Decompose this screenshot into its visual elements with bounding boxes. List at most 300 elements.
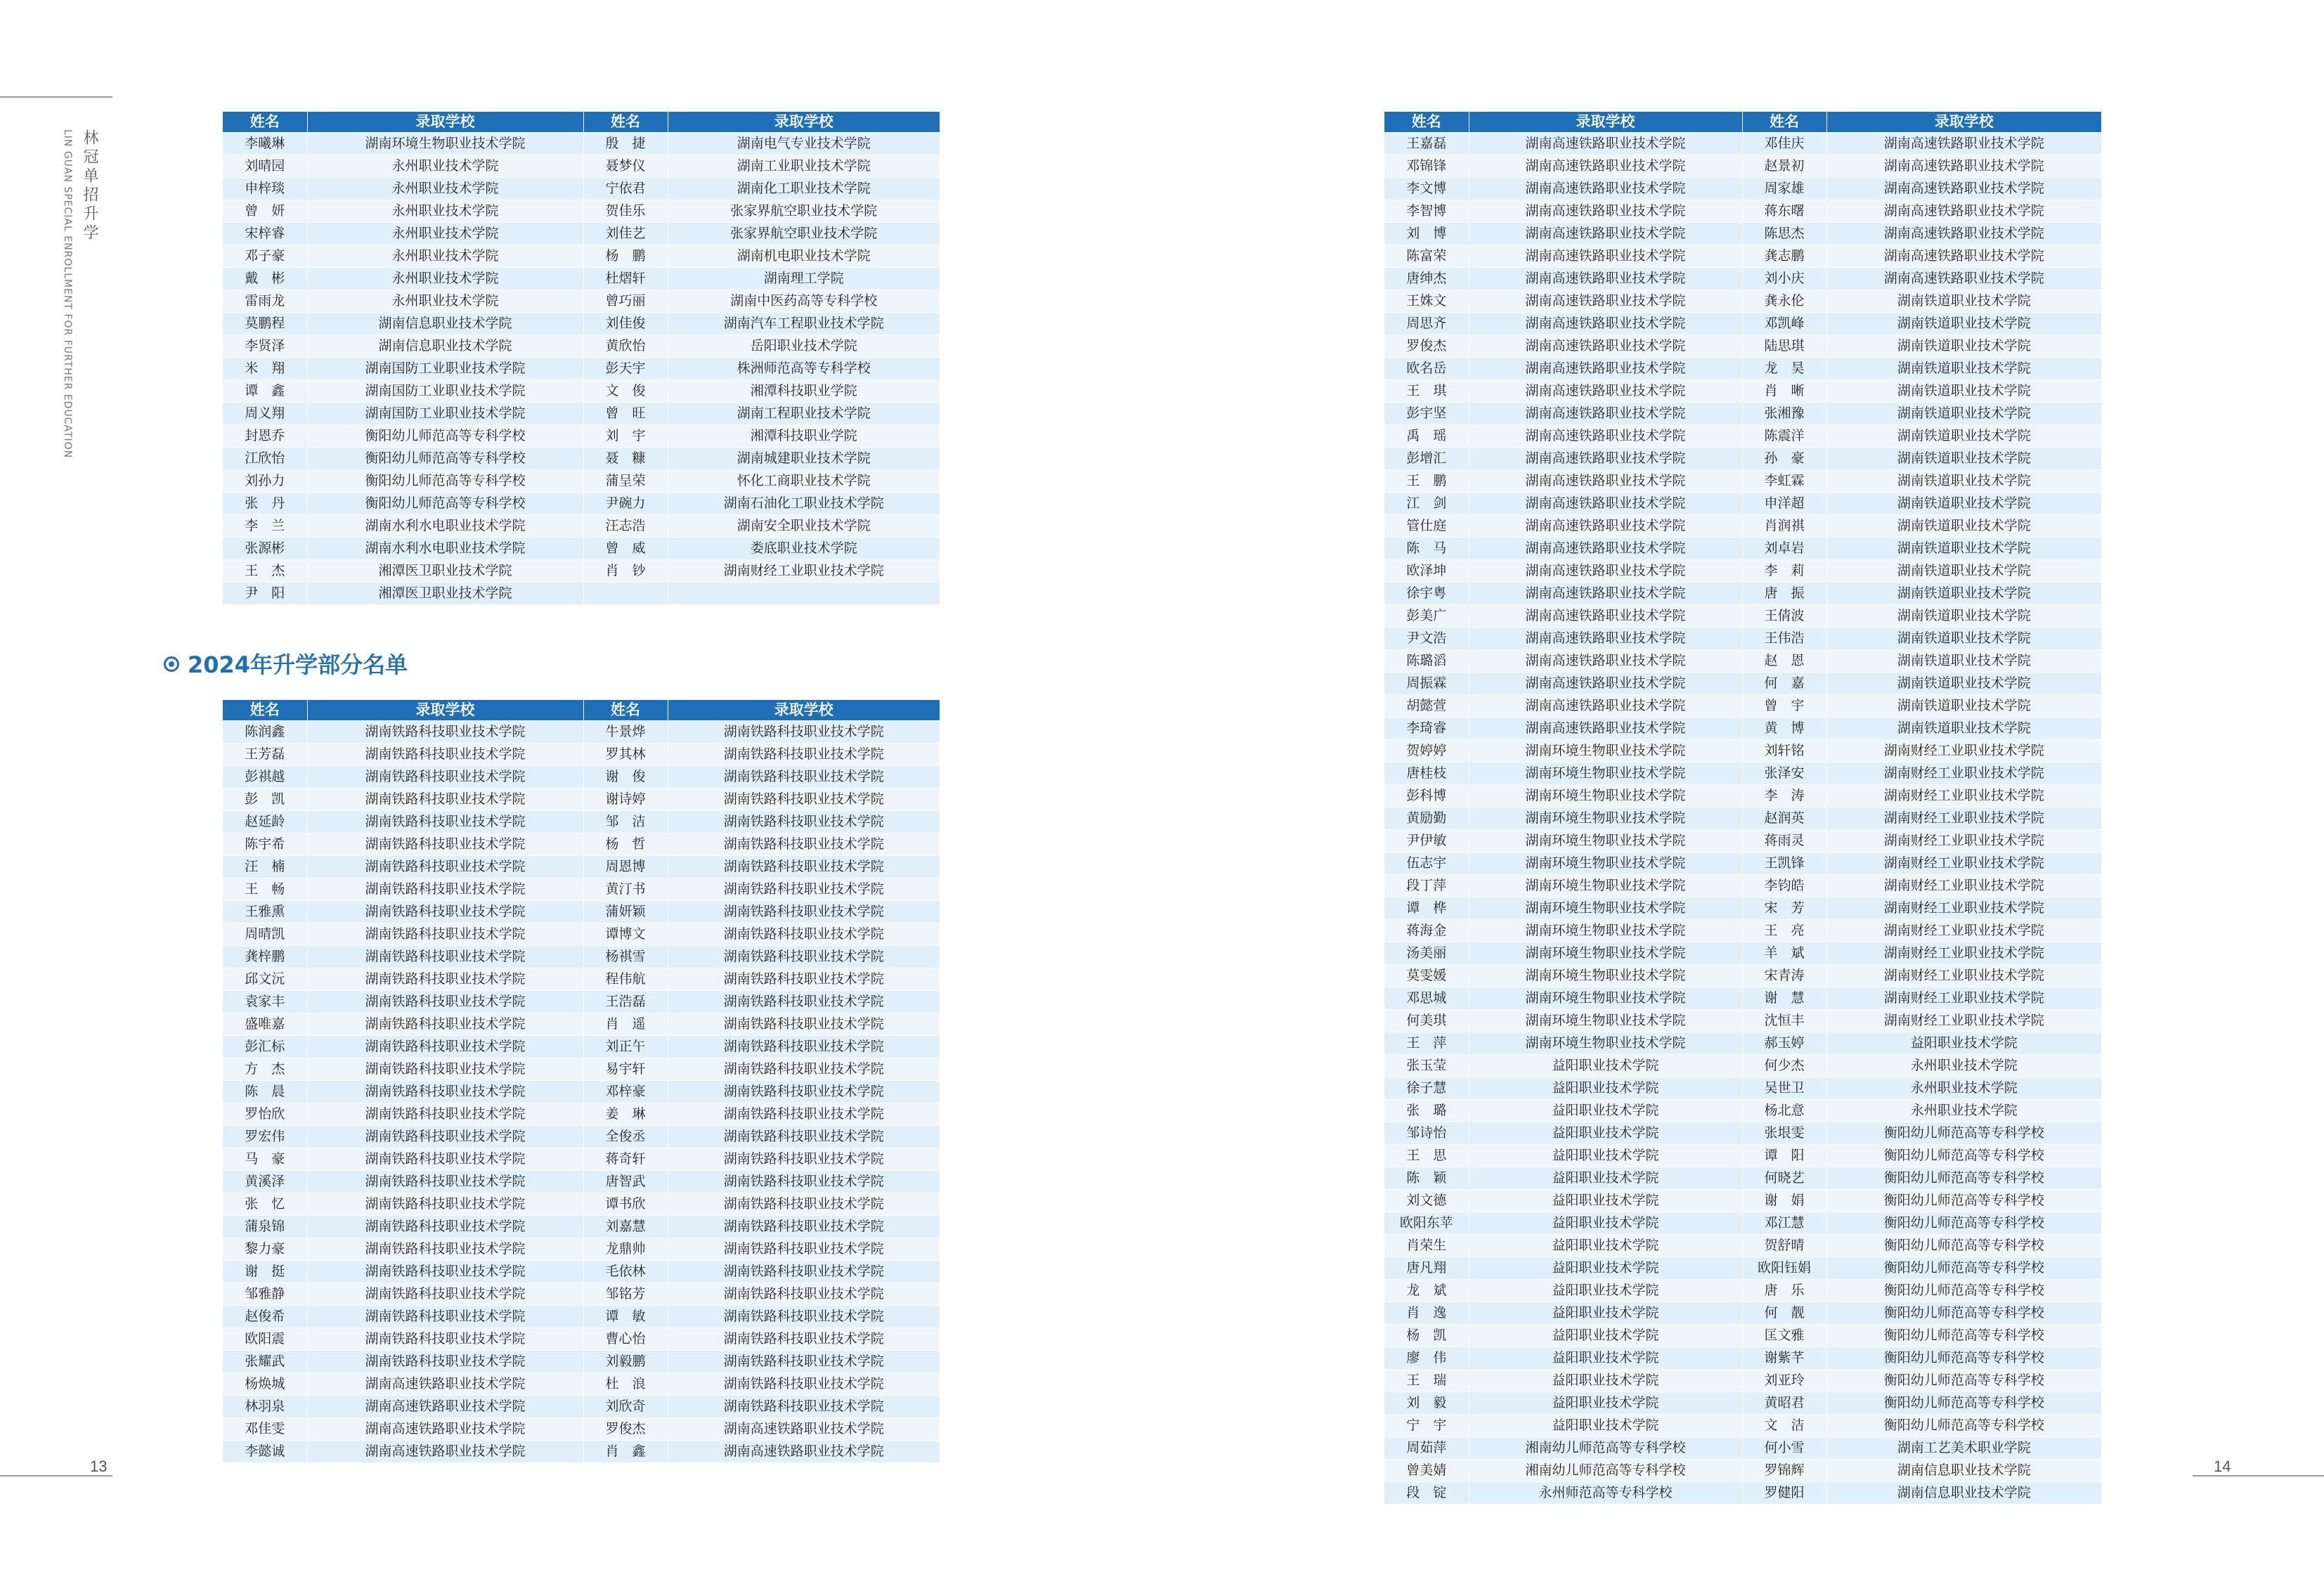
student-name-cell: 唐桂枝 [1384, 762, 1469, 785]
school-cell: 湖南铁道职业技术学院 [1826, 583, 2101, 605]
school-cell: 湖南铁路科技职业技术学院 [668, 901, 940, 923]
student-name-cell: 孙 豪 [1742, 448, 1826, 470]
student-name-cell: 曾 宇 [1742, 695, 1826, 718]
school-cell: 益阳职业技术学院 [1469, 1370, 1742, 1392]
student-name-cell: 刘亚玲 [1742, 1370, 1826, 1392]
school-cell: 永州职业技术学院 [307, 178, 583, 200]
table-row [1384, 1010, 2101, 1032]
school-cell: 湖南环境生物职业技术学院 [1469, 897, 1742, 920]
school-cell: 益阳职业技术学院 [1469, 1145, 1742, 1167]
footer-rule-right [2193, 1475, 2324, 1477]
school-cell: 湖南汽车工程职业技术学院 [668, 313, 940, 335]
student-name-cell: 彭科博 [1384, 785, 1469, 807]
school-cell: 湖南工艺美术职业学院 [1826, 1437, 2101, 1460]
school-cell: 衡阳幼儿师范高等专科学校 [1826, 1167, 2101, 1190]
school-cell: 衡阳幼儿师范高等专科学校 [1826, 1415, 2101, 1437]
school-cell: 湖南铁路科技职业技术学院 [307, 1171, 583, 1193]
school-cell: 湖南铁路科技职业技术学院 [307, 1238, 583, 1261]
table-row [1384, 245, 2101, 268]
brand-name-en: LIN GUAN SPECIAL ENROLLMENT FOR FURTHER EDUCATION [62, 129, 73, 459]
table-row [223, 290, 940, 313]
student-name-cell: 雷雨龙 [223, 290, 307, 313]
table-row [1384, 1415, 2101, 1437]
student-name-cell: 肖荣生 [1384, 1235, 1469, 1257]
student-name-cell: 彭祺越 [223, 766, 307, 788]
table-row [223, 1328, 940, 1351]
student-name-cell: 李 兰 [223, 515, 307, 538]
student-name-cell: 曾 旺 [583, 403, 668, 425]
student-name-cell: 李琦睿 [1384, 718, 1469, 740]
school-cell: 湖南铁路科技职业技术学院 [307, 1081, 583, 1103]
table-row [1384, 1460, 2101, 1482]
school-cell: 湖南铁路科技职业技术学院 [668, 788, 940, 811]
student-name-cell: 刘卓岩 [1742, 538, 1826, 560]
table-row [1384, 1077, 2101, 1100]
header-school: 录取学校 [307, 700, 583, 721]
header-school: 录取学校 [1826, 112, 2101, 133]
school-cell: 湖南铁道职业技术学院 [1826, 560, 2101, 583]
student-name-cell: 何小雪 [1742, 1437, 1826, 1460]
school-cell: 湖南环境生物职业技术学院 [1469, 920, 1742, 942]
school-cell: 湖南高速铁路职业技术学院 [1469, 718, 1742, 740]
student-name-cell: 刘正午 [583, 1036, 668, 1058]
table-row [1384, 223, 2101, 245]
school-cell: 湖南理工学院 [668, 268, 940, 290]
student-name-cell: 罗俊杰 [583, 1418, 668, 1441]
table-row [223, 1306, 940, 1328]
school-cell: 湖南高速铁路职业技术学院 [307, 1418, 583, 1441]
student-name-cell: 邓凯峰 [1742, 313, 1826, 335]
student-name-cell: 杨 哲 [583, 833, 668, 856]
student-name-cell: 周晴凯 [223, 923, 307, 946]
student-name-cell: 文 俊 [583, 380, 668, 403]
table-row [1384, 1100, 2101, 1122]
school-cell: 益阳职业技术学院 [1469, 1325, 1742, 1347]
school-cell: 衡阳幼儿师范高等专科学校 [1826, 1190, 2101, 1212]
school-cell: 湖南高速铁路职业技术学院 [1469, 268, 1742, 290]
student-name-cell: 宁依君 [583, 178, 668, 200]
student-name-cell: 刘佳俊 [583, 313, 668, 335]
school-cell: 湖南高速铁路职业技术学院 [1826, 200, 2101, 223]
table-row [223, 968, 940, 991]
student-name-cell: 贺舒晴 [1742, 1235, 1826, 1257]
table-row [1384, 762, 2101, 785]
student-name-cell: 牛景烨 [583, 721, 668, 744]
school-cell: 永州职业技术学院 [307, 155, 583, 178]
admission-table-right [1384, 112, 2101, 1504]
table-header-row [223, 112, 940, 133]
student-name-cell: 文 洁 [1742, 1415, 1826, 1437]
table-row [223, 721, 940, 744]
table-row [1384, 200, 2101, 223]
student-name-cell: 莫雯媛 [1384, 965, 1469, 987]
student-name-cell: 周义翔 [223, 403, 307, 425]
school-cell: 湖南高速铁路职业技术学院 [1469, 178, 1742, 200]
table-row [223, 1103, 940, 1126]
school-cell: 湖南铁路科技职业技术学院 [668, 1261, 940, 1283]
student-name-cell: 蒲呈荣 [583, 470, 668, 493]
student-name-cell: 刘毅鹏 [583, 1351, 668, 1373]
student-name-cell: 马 豪 [223, 1148, 307, 1171]
table-row [223, 1261, 940, 1283]
student-name-cell: 王 琪 [1384, 380, 1469, 403]
student-name-cell: 蒋海金 [1384, 920, 1469, 942]
circle-bullet-icon [164, 656, 179, 672]
student-name-cell: 邓江慧 [1742, 1212, 1826, 1235]
header-school: 录取学校 [1469, 112, 1742, 133]
table-row [1384, 673, 2101, 695]
header-school: 录取学校 [307, 112, 583, 133]
school-cell: 湖南高速铁路职业技术学院 [1469, 133, 1742, 155]
student-name-cell: 谭 阳 [1742, 1145, 1826, 1167]
student-name-cell: 赵俊希 [223, 1306, 307, 1328]
table-row [1384, 628, 2101, 650]
student-name-cell: 汪 楠 [223, 856, 307, 878]
table-row [223, 811, 940, 833]
student-name-cell: 李文博 [1384, 178, 1469, 200]
student-name-cell: 龙 昊 [1742, 358, 1826, 380]
school-cell: 湖南高速铁路职业技术学院 [1469, 628, 1742, 650]
student-name-cell: 谢诗婷 [583, 788, 668, 811]
table-row [1384, 987, 2101, 1010]
header-school: 录取学校 [668, 700, 940, 721]
school-cell: 湖南铁路科技职业技术学院 [307, 811, 583, 833]
student-name-cell: 彭天宇 [583, 358, 668, 380]
school-cell: 湘潭科技职业学院 [668, 425, 940, 448]
school-cell: 湖南铁路科技职业技术学院 [307, 1193, 583, 1216]
table-row [223, 744, 940, 766]
student-name-cell: 周家雄 [1742, 178, 1826, 200]
student-name-cell: 周茹萍 [1384, 1437, 1469, 1460]
section-title [164, 647, 408, 680]
school-cell: 岳阳职业技术学院 [668, 335, 940, 358]
school-cell: 永州职业技术学院 [1826, 1100, 2101, 1122]
school-cell: 湖南铁道职业技术学院 [1826, 425, 2101, 448]
table-row [223, 403, 940, 425]
school-cell: 衡阳幼儿师范高等专科学校 [1826, 1370, 2101, 1392]
student-name-cell: 彭增汇 [1384, 448, 1469, 470]
student-name-cell: 陈 晨 [223, 1081, 307, 1103]
school-cell: 湖南工程职业技术学院 [668, 403, 940, 425]
school-cell: 衡阳幼儿师范高等专科学校 [1826, 1280, 2101, 1302]
student-name-cell: 谭 桦 [1384, 897, 1469, 920]
school-cell: 湖南铁道职业技术学院 [1826, 493, 2101, 515]
student-name-cell: 龚永伦 [1742, 290, 1826, 313]
school-cell: 株洲师范高等专科学校 [668, 358, 940, 380]
student-name-cell: 唐凡翔 [1384, 1257, 1469, 1280]
table-row [223, 538, 940, 560]
student-name-cell: 张湘豫 [1742, 403, 1826, 425]
student-name-cell: 邓佳庆 [1742, 133, 1826, 155]
student-name-cell: 郝玉婷 [1742, 1032, 1826, 1055]
student-name-cell: 王浩磊 [583, 991, 668, 1013]
student-name-cell: 肖 钞 [583, 560, 668, 583]
table-row [223, 766, 940, 788]
student-name-cell: 陈润鑫 [223, 721, 307, 744]
student-name-cell: 姜 琳 [583, 1103, 668, 1126]
student-name-cell: 欧阳钰娟 [1742, 1257, 1826, 1280]
school-cell: 湖南财经工业职业技术学院 [1826, 1010, 2101, 1032]
student-name-cell: 王倩波 [1742, 605, 1826, 628]
school-cell: 湖南铁路科技职业技术学院 [307, 1058, 583, 1081]
school-cell: 湖南铁路科技职业技术学院 [668, 856, 940, 878]
student-name-cell: 杨祺雪 [583, 946, 668, 968]
student-name-cell: 谭书欣 [583, 1193, 668, 1216]
header-name: 姓名 [223, 700, 307, 721]
school-cell: 湖南财经工业职业技术学院 [1826, 920, 2101, 942]
school-cell: 湖南铁路科技职业技术学院 [668, 744, 940, 766]
school-cell: 衡阳幼儿师范高等专科学校 [1826, 1257, 2101, 1280]
table-row [223, 1441, 940, 1463]
student-name-cell: 封恩乔 [223, 425, 307, 448]
student-name-cell: 谭 敏 [583, 1306, 668, 1328]
student-name-cell: 张 忆 [223, 1193, 307, 1216]
school-cell: 湖南高速铁路职业技术学院 [307, 1396, 583, 1418]
student-name-cell: 王 亮 [1742, 920, 1826, 942]
student-name-cell: 李虹霖 [1742, 470, 1826, 493]
table-row [223, 991, 940, 1013]
student-name-cell: 张 璐 [1384, 1100, 1469, 1122]
student-name-cell: 沈恒丰 [1742, 1010, 1826, 1032]
page-number-right: 14 [2214, 1458, 2231, 1475]
school-cell: 湖南铁路科技职业技术学院 [307, 901, 583, 923]
table-row [1384, 560, 2101, 583]
school-cell: 湖南铁路科技职业技术学院 [668, 1126, 940, 1148]
student-name-cell: 唐 振 [1742, 583, 1826, 605]
school-cell: 湖南铁道职业技术学院 [1826, 358, 2101, 380]
school-cell: 湖南铁路科技职业技术学院 [668, 991, 940, 1013]
table-row [223, 358, 940, 380]
student-name-cell: 黎力豪 [223, 1238, 307, 1261]
table-row [1384, 1055, 2101, 1077]
school-cell: 湖南财经工业职业技术学院 [1826, 965, 2101, 987]
school-cell: 湖南铁道职业技术学院 [1826, 695, 2101, 718]
table-row [1384, 897, 2101, 920]
school-cell: 湖南安全职业技术学院 [668, 515, 940, 538]
student-name-cell: 黄 博 [1742, 718, 1826, 740]
school-cell: 湖南铁道职业技术学院 [1826, 335, 2101, 358]
student-name-cell: 黄欣怡 [583, 335, 668, 358]
school-cell: 湖南环境生物职业技术学院 [1469, 830, 1742, 852]
school-cell: 湖南铁道职业技术学院 [1826, 448, 2101, 470]
table-row [223, 560, 940, 583]
student-name-cell: 肖润祺 [1742, 515, 1826, 538]
student-name-cell: 李懿诚 [223, 1441, 307, 1463]
student-name-cell: 蒲妍颖 [583, 901, 668, 923]
school-cell: 湖南环境生物职业技术学院 [1469, 965, 1742, 987]
school-cell: 湖南高速铁路职业技术学院 [1469, 538, 1742, 560]
student-name-cell: 蒋雨灵 [1742, 830, 1826, 852]
school-cell: 湖南高速铁路职业技术学院 [1469, 245, 1742, 268]
school-cell: 湖南铁路科技职业技术学院 [668, 1328, 940, 1351]
school-cell: 湖南高速铁路职业技术学院 [668, 1418, 940, 1441]
student-name-cell: 蒋奇轩 [583, 1148, 668, 1171]
school-cell: 永州职业技术学院 [307, 223, 583, 245]
school-cell: 永州职业技术学院 [307, 268, 583, 290]
table-row [223, 1351, 940, 1373]
brand-name-cn: 林冠单招升学 [81, 129, 98, 243]
school-cell: 湖南高速铁路职业技术学院 [1469, 673, 1742, 695]
school-cell: 湖南环境生物职业技术学院 [1469, 762, 1742, 785]
table-row [1384, 1437, 2101, 1460]
school-cell: 湘潭医卫职业技术学院 [307, 583, 583, 605]
table-row [1384, 1212, 2101, 1235]
student-name-cell: 刘嘉慧 [583, 1216, 668, 1238]
school-cell: 湖南国防工业职业技术学院 [307, 358, 583, 380]
school-cell: 益阳职业技术学院 [1469, 1235, 1742, 1257]
school-cell: 湖南水利水电职业技术学院 [307, 515, 583, 538]
school-cell: 湖南铁路科技职业技术学院 [307, 1283, 583, 1306]
school-cell: 湖南环境生物职业技术学院 [1469, 740, 1742, 762]
student-name-cell [583, 583, 668, 605]
school-cell: 张家界航空职业技术学院 [668, 200, 940, 223]
table-row [223, 380, 940, 403]
student-name-cell: 米 翔 [223, 358, 307, 380]
student-name-cell: 罗其林 [583, 744, 668, 766]
school-cell: 湖南环境生物职业技术学院 [1469, 987, 1742, 1010]
school-cell: 湖南铁路科技职业技术学院 [307, 946, 583, 968]
table-row [223, 1148, 940, 1171]
section-title-text: 2024年升学部分名单 [188, 651, 408, 678]
student-name-cell: 罗健阳 [1742, 1482, 1826, 1505]
student-name-cell: 禹 瑶 [1384, 425, 1469, 448]
table-row [1384, 1325, 2101, 1347]
table-row [1384, 178, 2101, 200]
school-cell: 湘南幼儿师范高等专科学校 [1469, 1460, 1742, 1482]
student-name-cell: 邓锦锋 [1384, 155, 1469, 178]
school-cell: 湖南铁路科技职业技术学院 [307, 1013, 583, 1036]
table-row [1384, 1347, 2101, 1370]
table-row [1384, 852, 2101, 875]
student-name-cell: 林羽泉 [223, 1396, 307, 1418]
school-cell: 湖南高速铁路职业技术学院 [1469, 448, 1742, 470]
school-cell: 衡阳幼儿师范高等专科学校 [1826, 1122, 2101, 1145]
table-row [1384, 133, 2101, 155]
school-cell: 永州职业技术学院 [1826, 1055, 2101, 1077]
school-cell: 湖南财经工业职业技术学院 [1826, 762, 2101, 785]
student-name-cell: 罗怡欣 [223, 1103, 307, 1126]
table-row [223, 833, 940, 856]
school-cell: 湖南电气专业技术学院 [668, 133, 940, 155]
table-row [1384, 515, 2101, 538]
student-name-cell: 欧泽坤 [1384, 560, 1469, 583]
table-row [1384, 290, 2101, 313]
school-cell: 湖南铁路科技职业技术学院 [668, 1148, 940, 1171]
student-name-cell: 刘欣奇 [583, 1396, 668, 1418]
student-name-cell: 肖 晰 [1742, 380, 1826, 403]
school-cell: 湖南财经工业职业技术学院 [1826, 987, 2101, 1010]
school-cell: 湖南铁路科技职业技术学院 [668, 1351, 940, 1373]
school-cell: 湖南铁路科技职业技术学院 [307, 1351, 583, 1373]
table-row [1384, 785, 2101, 807]
page-number-left: 13 [90, 1458, 108, 1475]
school-cell: 湖南铁路科技职业技术学院 [668, 923, 940, 946]
student-name-cell: 何 靓 [1742, 1302, 1826, 1325]
school-cell: 湖南铁路科技职业技术学院 [307, 1216, 583, 1238]
school-cell: 衡阳幼儿师范高等专科学校 [1826, 1347, 2101, 1370]
table-row [223, 515, 940, 538]
student-name-cell: 尹伊敏 [1384, 830, 1469, 852]
student-name-cell: 戴 彬 [223, 268, 307, 290]
table-row [223, 1396, 940, 1418]
student-name-cell: 尹文浩 [1384, 628, 1469, 650]
table-row [1384, 358, 2101, 380]
student-name-cell: 张垠雯 [1742, 1122, 1826, 1145]
school-cell: 湖南高速铁路职业技术学院 [1826, 245, 2101, 268]
student-name-cell: 刘 毅 [1384, 1392, 1469, 1415]
school-cell: 衡阳幼儿师范高等专科学校 [307, 470, 583, 493]
school-cell: 湖南铁路科技职业技术学院 [307, 878, 583, 901]
school-cell: 湖南中医药高等专科学校 [668, 290, 940, 313]
header-name: 姓名 [223, 112, 307, 133]
school-cell: 湖南铁路科技职业技术学院 [307, 1148, 583, 1171]
brand-rule [0, 96, 112, 98]
student-name-cell: 尹 阳 [223, 583, 307, 605]
school-cell: 湖南铁道职业技术学院 [1826, 605, 2101, 628]
school-cell: 湖南高速铁路职业技术学院 [1826, 133, 2101, 155]
student-name-cell: 邹 洁 [583, 811, 668, 833]
student-name-cell: 聂梦仪 [583, 155, 668, 178]
school-cell: 湖南铁路科技职业技术学院 [668, 1396, 940, 1418]
table-row [1384, 1145, 2101, 1167]
student-name-cell: 吴世卫 [1742, 1077, 1826, 1100]
student-name-cell: 邓思城 [1384, 987, 1469, 1010]
school-cell: 湖南高速铁路职业技术学院 [1469, 200, 1742, 223]
school-cell: 湖南财经工业职业技术学院 [1826, 942, 2101, 965]
student-name-cell: 刘文德 [1384, 1190, 1469, 1212]
table-row [223, 1013, 940, 1036]
student-name-cell: 邱文沅 [223, 968, 307, 991]
table-row [223, 268, 940, 290]
student-name-cell: 宋梓睿 [223, 223, 307, 245]
student-name-cell: 欧阳东苹 [1384, 1212, 1469, 1235]
table-row [223, 178, 940, 200]
school-cell: 衡阳幼儿师范高等专科学校 [1826, 1212, 2101, 1235]
student-name-cell: 陈宇希 [223, 833, 307, 856]
student-name-cell: 肖 遥 [583, 1013, 668, 1036]
table-row [1384, 155, 2101, 178]
student-name-cell: 邹铭芳 [583, 1283, 668, 1306]
admission-table-bottom [223, 700, 940, 1462]
school-cell: 湖南高速铁路职业技术学院 [1826, 268, 2101, 290]
student-name-cell: 张耀武 [223, 1351, 307, 1373]
school-cell: 湖南工业职业技术学院 [668, 155, 940, 178]
school-cell: 益阳职业技术学院 [1469, 1055, 1742, 1077]
table-row [223, 1193, 940, 1216]
school-cell: 湖南铁路科技职业技术学院 [668, 1238, 940, 1261]
table-row [223, 448, 940, 470]
school-cell: 湖南高速铁路职业技术学院 [1469, 290, 1742, 313]
student-name-cell: 段 锭 [1384, 1482, 1469, 1505]
student-name-cell: 刘佳艺 [583, 223, 668, 245]
student-name-cell: 陈璐滔 [1384, 650, 1469, 673]
student-name-cell: 殷 捷 [583, 133, 668, 155]
school-cell: 湖南铁路科技职业技术学院 [668, 1216, 940, 1238]
student-name-cell: 贺佳乐 [583, 200, 668, 223]
school-cell: 湖南环境生物职业技术学院 [307, 133, 583, 155]
student-name-cell: 谢 俊 [583, 766, 668, 788]
school-cell: 湖南铁路科技职业技术学院 [307, 1126, 583, 1148]
student-name-cell: 汤美丽 [1384, 942, 1469, 965]
school-cell: 湖南铁路科技职业技术学院 [307, 991, 583, 1013]
school-cell: 永州职业技术学院 [307, 245, 583, 268]
student-name-cell: 刘 宇 [583, 425, 668, 448]
school-cell: 衡阳幼儿师范高等专科学校 [1826, 1235, 2101, 1257]
school-cell: 湖南财经工业职业技术学院 [1826, 740, 2101, 762]
student-name-cell: 刘轩铭 [1742, 740, 1826, 762]
table-row [1384, 1190, 2101, 1212]
school-cell: 衡阳幼儿师范高等专科学校 [307, 448, 583, 470]
